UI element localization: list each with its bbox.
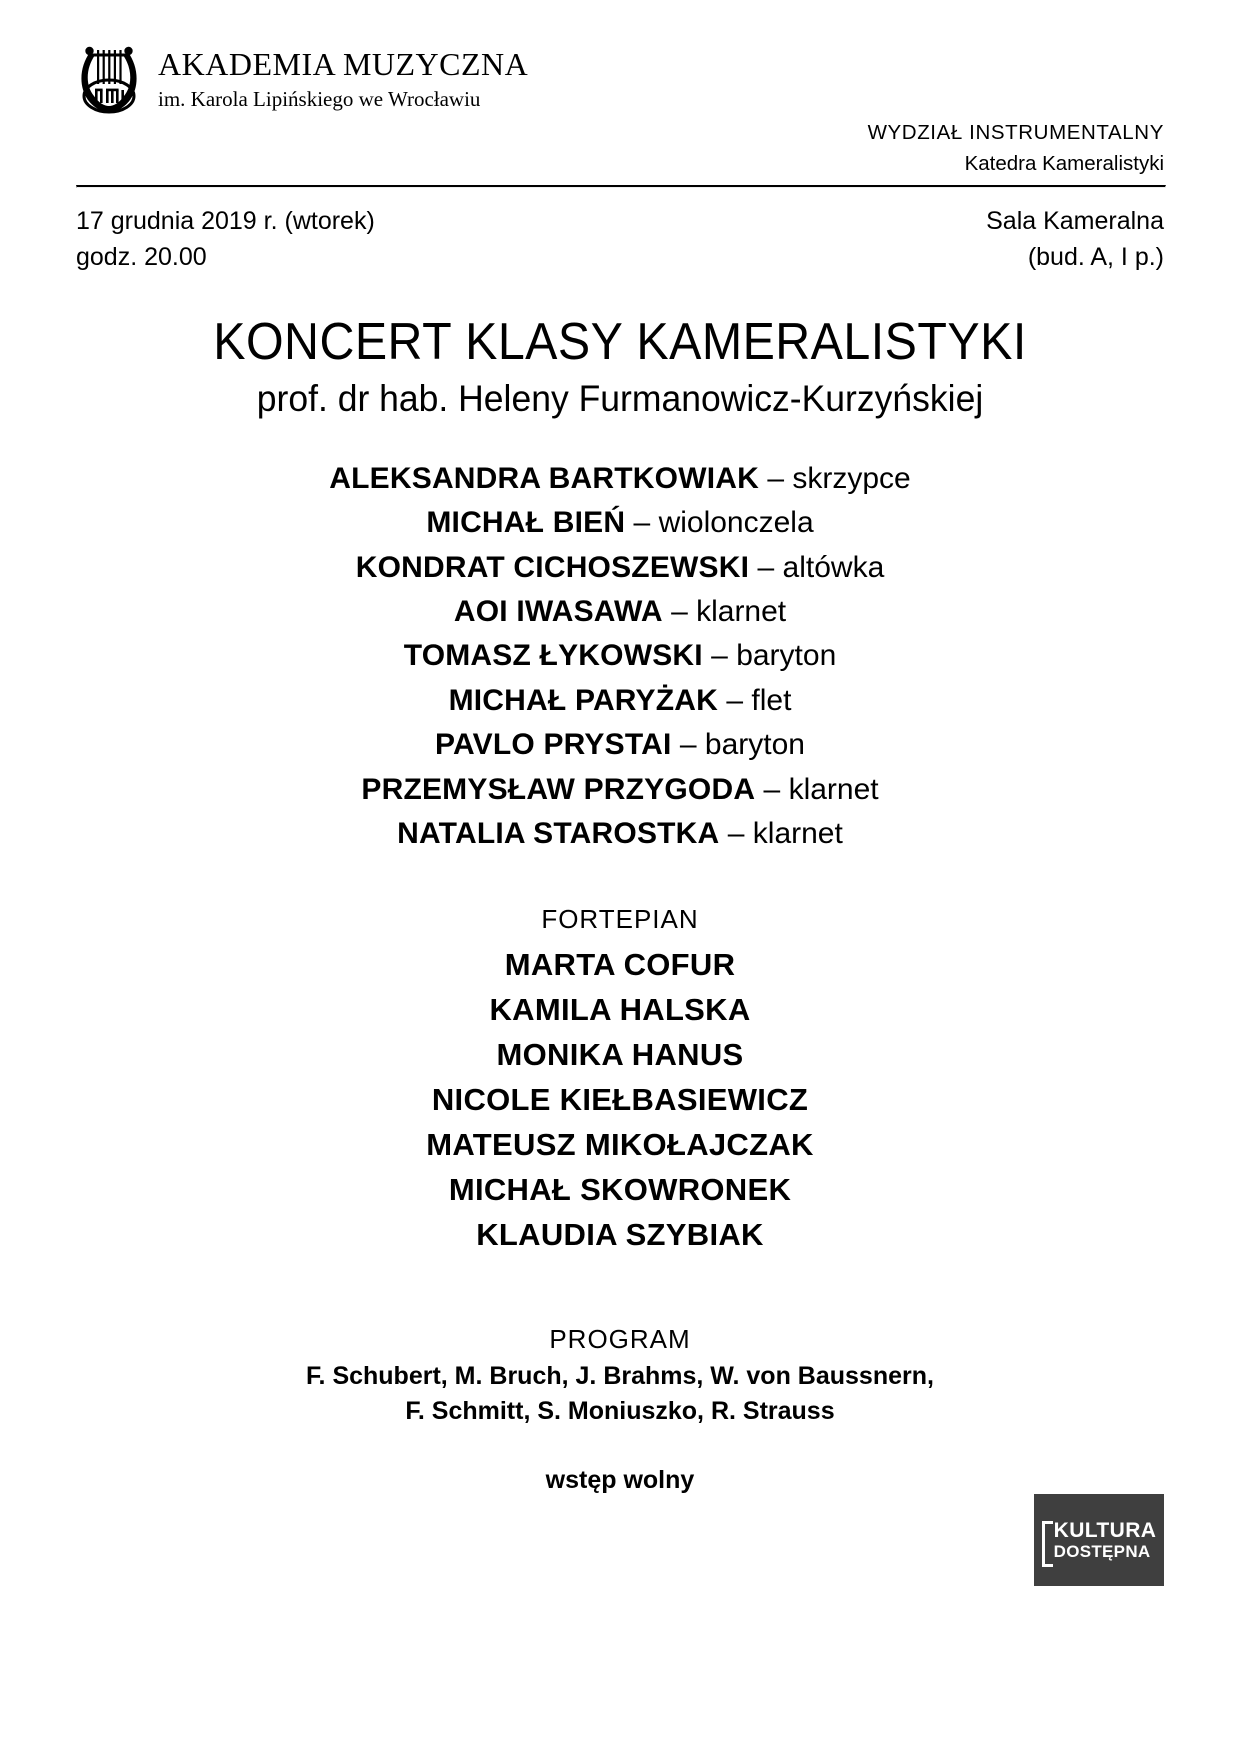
performer-row	[76, 501, 1164, 545]
performer-name: PRZEMYSŁAW PRZYGODA	[361, 772, 756, 806]
performer-dash: –	[702, 639, 737, 673]
badge-line-1: KULTURA	[1053, 1518, 1157, 1542]
performer-instrument: skrzypce	[792, 461, 911, 495]
pianist-name: MONIKA HANUS	[496, 1037, 744, 1073]
performer-dash: –	[718, 683, 752, 717]
event-info-row	[76, 188, 1164, 275]
free-entry-note: wstęp wolny	[545, 1465, 695, 1494]
event-date: 17 grudnia 2019 r. (wtorek)	[76, 207, 375, 235]
performer-dash: –	[749, 550, 783, 584]
performers-list	[76, 457, 1164, 857]
concert-title: KONCERT KLASY KAMERALISTYKI	[213, 313, 1027, 371]
event-datetime	[76, 204, 375, 275]
performer-name: MICHAŁ BIEŃ	[426, 506, 626, 540]
performer-name: PAVLO PRYSTAI	[435, 728, 672, 762]
institution-name: AKADEMIA MUZYCZNA	[158, 46, 529, 82]
pianist-name: MICHAŁ SKOWRONEK	[448, 1171, 792, 1207]
institution-branding	[76, 30, 528, 122]
performer-row	[76, 634, 1164, 678]
performer-dash: –	[759, 461, 793, 495]
performer-instrument: altówka	[782, 550, 885, 584]
performer-instrument: klarnet	[752, 816, 843, 850]
performer-row	[76, 546, 1164, 590]
performer-instrument: baryton	[736, 639, 837, 673]
venue-detail: (bud. A, I p.)	[1027, 242, 1164, 271]
lyre-logo-icon	[76, 30, 142, 122]
performer-name: MICHAŁ PARYŻAK	[448, 683, 719, 717]
performer-instrument: flet	[751, 683, 792, 717]
performer-name: AOI IWASAWA	[453, 594, 663, 628]
pianist-name: MATEUSZ MIKOŁAJCZAK	[426, 1127, 814, 1163]
concert-subtitle: prof. dr hab. Heleny Furmanowicz-Kurzyńskiej	[256, 378, 984, 420]
faculty-department: WYDZIAŁ INSTRUMENTALNY	[867, 121, 1164, 144]
performer-name: ALEKSANDRA BARTKOWIAK	[329, 461, 759, 495]
performer-instrument: baryton	[704, 728, 805, 762]
piano-heading: FORTEPIAN	[541, 904, 699, 935]
program-heading: PROGRAM	[549, 1323, 691, 1354]
performer-dash: –	[755, 772, 789, 806]
venue-name: Sala Kameralna	[986, 207, 1164, 235]
performer-row	[76, 679, 1164, 723]
program-section	[76, 1320, 1164, 1495]
performer-dash: –	[625, 506, 659, 540]
event-venue	[986, 204, 1164, 275]
performer-name: KONDRAT CICHOSZEWSKI	[355, 550, 750, 584]
institution-text	[158, 30, 528, 113]
kultura-dostepna-badge	[1034, 1494, 1164, 1586]
program-line: F. Schubert, M. Bruch, J. Brahms, W. von Baussnern,	[306, 1361, 934, 1390]
title-block	[76, 315, 1164, 421]
performer-row	[76, 590, 1164, 634]
program-line: F. Schmitt, S. Moniuszko, R. Strauss	[405, 1397, 835, 1426]
performer-dash: –	[671, 728, 705, 762]
performer-row	[76, 768, 1164, 812]
piano-section	[76, 900, 1164, 1258]
performer-instrument: wiolonczela	[658, 506, 814, 540]
program-lines	[76, 1359, 1164, 1430]
pianist-name: NICOLE KIEŁBASIEWICZ	[431, 1082, 809, 1118]
performer-name: NATALIA STAROSTKA	[397, 816, 720, 850]
bracket-icon	[1042, 1521, 1053, 1567]
performer-name: TOMASZ ŁYKOWSKI	[403, 639, 703, 673]
faculty-block	[868, 118, 1164, 180]
badge-line-2: DOSTĘPNA	[1053, 1541, 1151, 1561]
performer-instrument: klarnet	[788, 772, 879, 806]
pianist-name: KAMILA HALSKA	[489, 992, 751, 1028]
performer-row	[76, 723, 1164, 767]
performer-instrument: klarnet	[696, 594, 787, 628]
performer-dash: –	[662, 594, 697, 628]
performer-row	[76, 812, 1164, 856]
poster-header	[76, 0, 1164, 185]
event-time: godz. 20.00	[76, 242, 207, 271]
pianist-name: MARTA COFUR	[504, 947, 736, 983]
badge-inner	[1042, 1520, 1157, 1561]
pianists-list	[76, 943, 1164, 1258]
performer-dash: –	[719, 816, 753, 850]
institution-subtitle: im. Karola Lipińskiego we Wrocławiu	[158, 86, 481, 111]
pianist-name: KLAUDIA SZYBIAK	[476, 1216, 764, 1252]
performer-row	[76, 457, 1164, 501]
faculty-chair: Katedra Kameralistyki	[964, 151, 1164, 175]
